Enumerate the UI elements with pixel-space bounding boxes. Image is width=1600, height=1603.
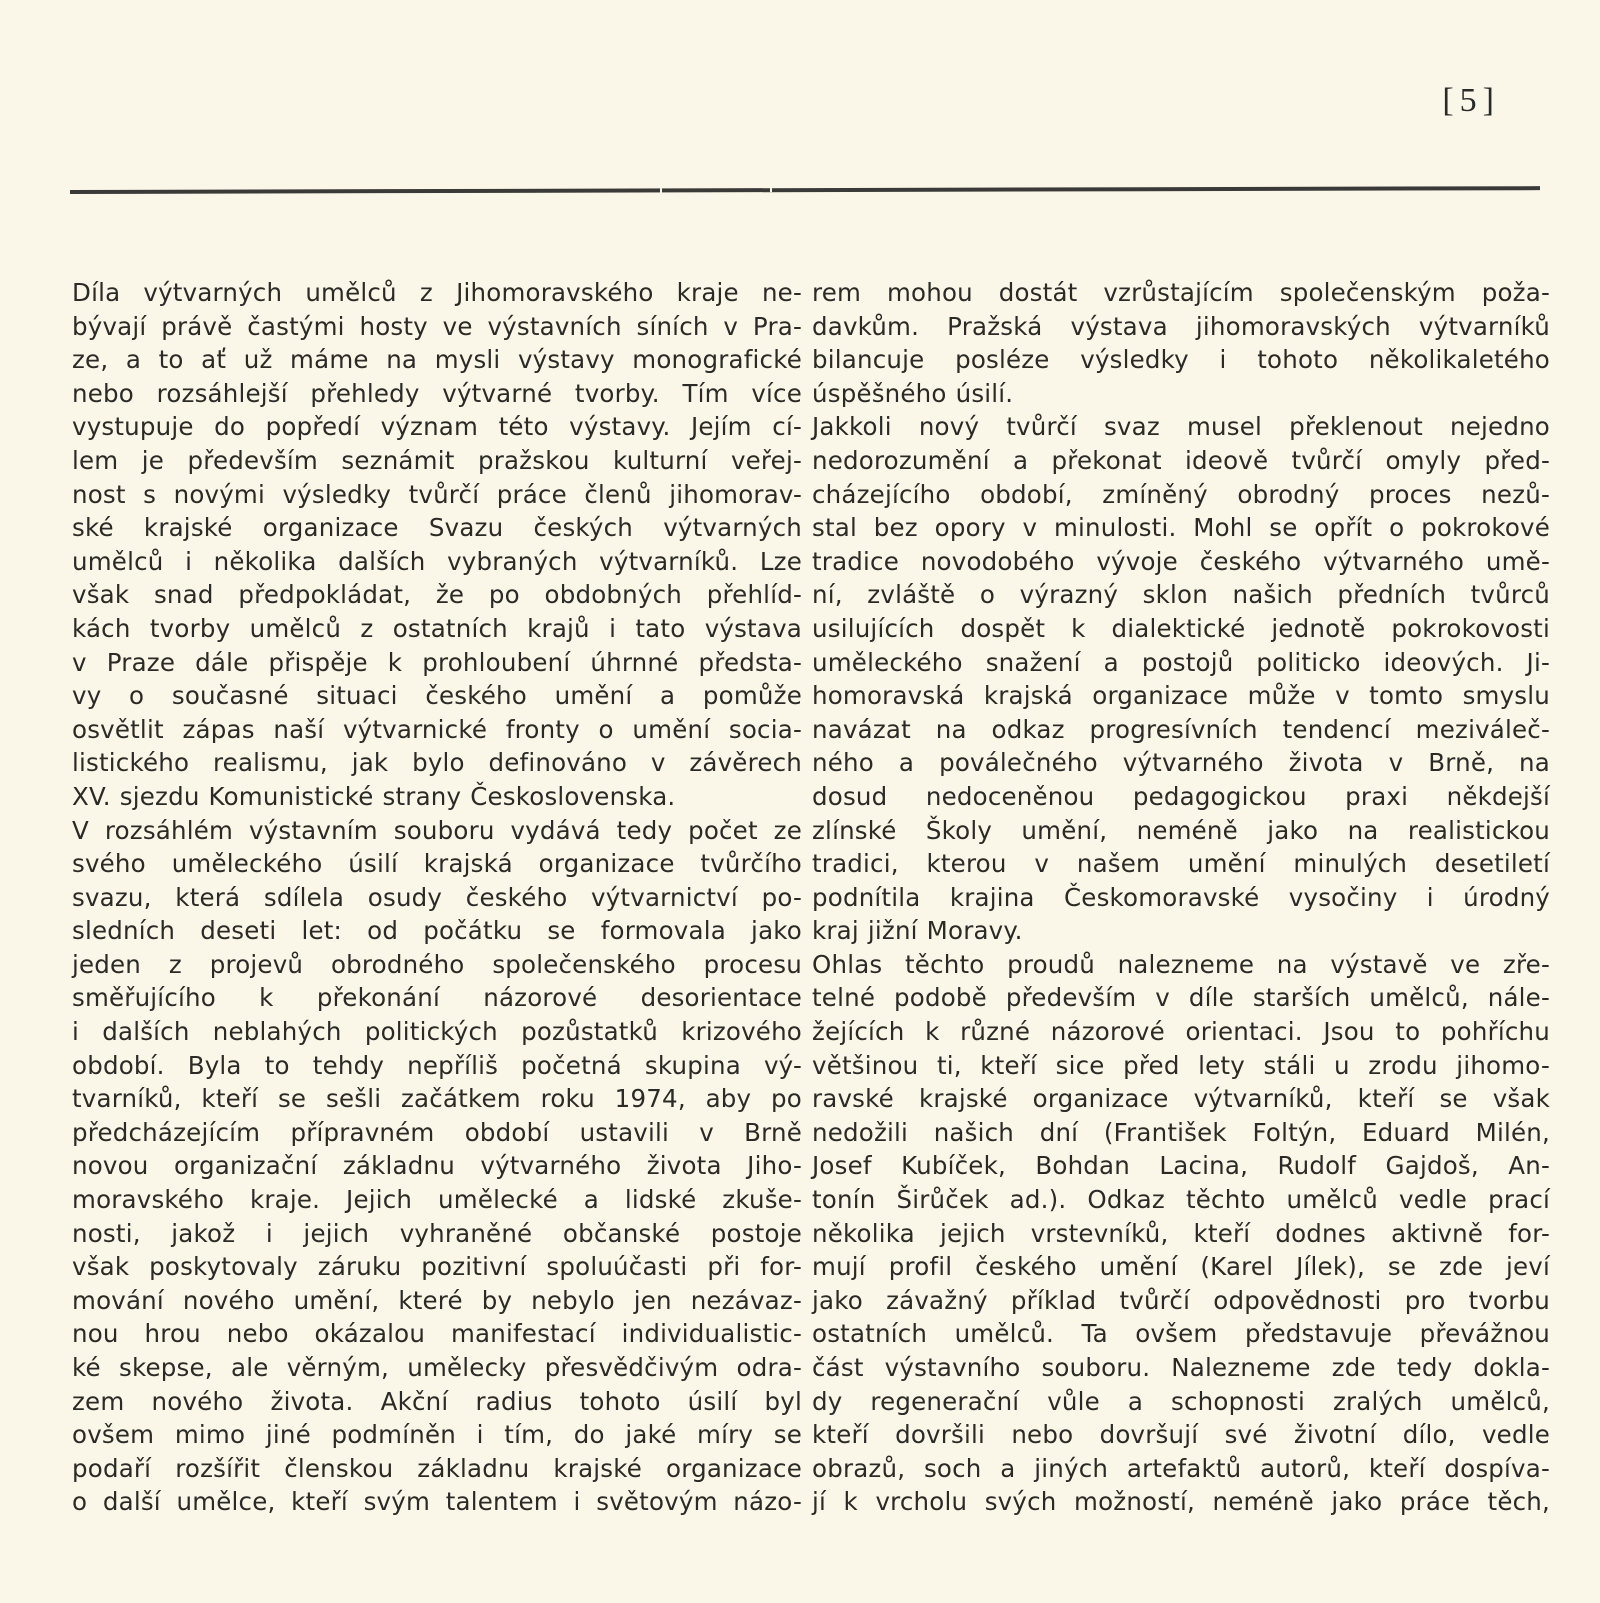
text-line: usilujících dospět k dialektické jednotě pokrokovosti bbox=[812, 613, 1550, 643]
right-text-column bbox=[812, 276, 1550, 1519]
text-line: ostatních umělců. Ta ovšem představuje převážnou bbox=[812, 1319, 1550, 1349]
text-line: listického realismu, jak bylo definováno v závěrech bbox=[72, 748, 802, 778]
text-line: tonín Širůček ad.). Odkaz těchto umělců vedle prací bbox=[812, 1185, 1550, 1215]
text-line: sledních deseti let: od počátku se formovala jako bbox=[72, 916, 802, 946]
text-line: úspěšného úsilí. bbox=[812, 378, 1014, 408]
text-line: zem nového života. Akční radius tohoto úsilí byl bbox=[72, 1386, 802, 1416]
text-line: i dalších neblahých politických pozůstatků krizového bbox=[72, 1017, 802, 1047]
text-line: umělců i několika dalších vybraných výtvarníků. Lze bbox=[72, 546, 802, 576]
text-line: tvarníků, kteří se sešli začátkem roku 1974, aby po bbox=[72, 1084, 802, 1114]
text-line: v Praze dále přispěje k prohloubení úhrnné předsta- bbox=[72, 647, 802, 677]
text-line: obrazů, soch a jiných artefaktů autorů, kteří dospíva- bbox=[812, 1453, 1550, 1483]
text-line: o další umělce, kteří svým talentem i světovým názo- bbox=[72, 1487, 802, 1517]
text-line: osvětlit zápas naší výtvarnické fronty o umění socia- bbox=[72, 714, 802, 744]
text-line: podaří rozšířit členskou základnu krajské organizace bbox=[72, 1453, 802, 1483]
text-line: kteří dovršili nebo dovršují své životní dílo, vedle bbox=[812, 1420, 1550, 1450]
text-line: ze, a to ať už máme na mysli výstavy monografické bbox=[72, 345, 802, 375]
text-line: ného a poválečného výtvarného života v Brně, na bbox=[812, 748, 1550, 778]
text-line: dosud nedoceněnou pedagogickou praxi někdejší bbox=[812, 781, 1550, 811]
text-line: mují profil českého umění (Karel Jílek), se zde jeví bbox=[812, 1252, 1550, 1282]
text-line: nosti, jakož i jejich vyhraněné občanské postoje bbox=[72, 1218, 802, 1248]
text-line: bilancuje posléze výsledky i tohoto několikaletého bbox=[812, 345, 1550, 375]
text-line: cházejícího období, zmíněný obrodný proces nezů- bbox=[812, 479, 1550, 509]
text-line: vy o současné situaci českého umění a pomůže bbox=[72, 681, 802, 711]
text-line: svého uměleckého úsilí krajská organizace tvůrčího bbox=[72, 849, 802, 879]
text-line: rem mohou dostát vzrůstajícím společenským poža- bbox=[812, 278, 1550, 307]
text-line: tradici, kterou v našem umění minulých desetiletí bbox=[812, 849, 1550, 879]
text-line: nou hrou nebo okázalou manifestací individualistic- bbox=[72, 1319, 802, 1349]
text-line: zlínské Školy umění, neméně jako na realistickou bbox=[812, 815, 1550, 845]
text-line: většinou ti, kteří sice před lety stáli u zrodu jihomo- bbox=[812, 1050, 1550, 1080]
text-line: kách tvorby umělců z ostatních krajů i tato výstava bbox=[72, 613, 802, 643]
text-line: XV. sjezdu Komunistické strany Československa. bbox=[72, 781, 676, 811]
text-line: telné podobě především v díle starších umělců, nále- bbox=[812, 983, 1550, 1013]
text-line: lem je především seznámit pražskou kulturní veřej- bbox=[72, 445, 802, 475]
left-text-column bbox=[72, 276, 802, 1519]
text-line: svazu, která sdílela osudy českého výtvarnictví po- bbox=[72, 882, 802, 912]
text-line: však snad předpokládat, že po obdobných přehlíd- bbox=[72, 580, 802, 610]
text-line: stal bez opory v minulosti. Mohl se opřít o pokrokové bbox=[812, 513, 1550, 543]
rule-gap bbox=[770, 188, 772, 192]
text-line: uměleckého snažení a postojů politicko ideových. Ji- bbox=[812, 647, 1550, 677]
text-line: vystupuje do popředí význam této výstavy. Jejím cí- bbox=[72, 412, 802, 442]
text-line: nost s novými výsledky tvůrčí práce členů jihomorav- bbox=[72, 479, 802, 509]
text-line: Jakkoli nový tvůrčí svaz musel překlenout nejedno bbox=[812, 412, 1550, 442]
text-line: homoravská krajská organizace může v tomto smyslu bbox=[812, 681, 1550, 711]
text-line: navázat na odkaz progresívních tendencí meziváleč- bbox=[812, 714, 1550, 744]
text-line: kraj jižní Moravy. bbox=[812, 916, 1023, 946]
text-line: ovšem mimo jiné podmíněn i tím, do jaké míry se bbox=[72, 1420, 802, 1450]
text-line: jako závažný příklad tvůrčí odpovědnosti pro tvorbu bbox=[812, 1285, 1550, 1315]
text-line: žejících k různé názorové orientaci. Jsou to pohříchu bbox=[812, 1017, 1550, 1047]
text-line: davkům. Pražská výstava jihomoravských výtvarníků bbox=[812, 311, 1550, 341]
text-line: období. Byla to tehdy nepříliš početná skupina vý- bbox=[72, 1050, 802, 1080]
text-line: jeden z projevů obrodného společenského procesu bbox=[72, 949, 802, 979]
text-line: část výstavního souboru. Nalezneme zde tedy dokla- bbox=[812, 1353, 1550, 1382]
text-line: ké skepse, ale věrným, umělecky přesvědčivým odra- bbox=[72, 1353, 802, 1382]
text-line: novou organizační základnu výtvarného života Jiho- bbox=[72, 1151, 802, 1181]
text-line: Josef Kubíček, Bohdan Lacina, Rudolf Gajdoš, An- bbox=[812, 1151, 1550, 1181]
text-line: předcházejícím přípravném období ustavili v Brně bbox=[72, 1117, 802, 1147]
text-line: směřujícího k překonání názorové desorientace bbox=[72, 983, 802, 1013]
text-line: však poskytovaly záruku pozitivní spoluúčasti při for- bbox=[72, 1252, 802, 1282]
text-line: Díla výtvarných umělců z Jihomoravského kraje ne- bbox=[72, 278, 802, 307]
text-line: mování nového umění, které by nebylo jen nezávaz- bbox=[72, 1285, 802, 1315]
text-line: dy regenerační vůle a schopnosti zralých umělců, bbox=[812, 1386, 1550, 1416]
text-line: několika jejich vrstevníků, kteří dodnes aktivně for- bbox=[812, 1218, 1550, 1248]
text-line: podnítila krajina Českomoravské vysočiny i úrodný bbox=[812, 882, 1550, 912]
text-line: ní, zvláště o výrazný sklon našich předních tvůrců bbox=[812, 580, 1550, 610]
text-line: bývají právě častými hosty ve výstavních síních v Pra- bbox=[72, 311, 802, 341]
text-line: jí k vrcholu svých možností, neméně jako práce těch, bbox=[812, 1487, 1550, 1517]
text-line: nebo rozsáhlejší přehledy výtvarné tvorby. Tím více bbox=[72, 378, 802, 408]
text-line: ravské krajské organizace výtvarníků, kteří se však bbox=[812, 1084, 1550, 1114]
text-line: ské krajské organizace Svazu českých výtvarných bbox=[72, 513, 802, 543]
page-number: [5] bbox=[1442, 82, 1500, 119]
text-line: nedožili našich dní (František Foltýn, Eduard Milén, bbox=[812, 1117, 1550, 1147]
text-line: V rozsáhlém výstavním souboru vydává tedy počet ze bbox=[72, 815, 802, 845]
text-line: tradice novodobého vývoje českého výtvarného umě- bbox=[812, 546, 1550, 576]
rule-gap bbox=[660, 188, 662, 192]
header-rule bbox=[70, 186, 1540, 194]
text-line: moravského kraje. Jejich umělecké a lidské zkuše- bbox=[72, 1185, 802, 1215]
text-line: Ohlas těchto proudů nalezneme na výstavě ve zře- bbox=[812, 949, 1550, 979]
text-line: nedorozumění a překonat ideově tvůrčí omyly před- bbox=[812, 445, 1550, 475]
